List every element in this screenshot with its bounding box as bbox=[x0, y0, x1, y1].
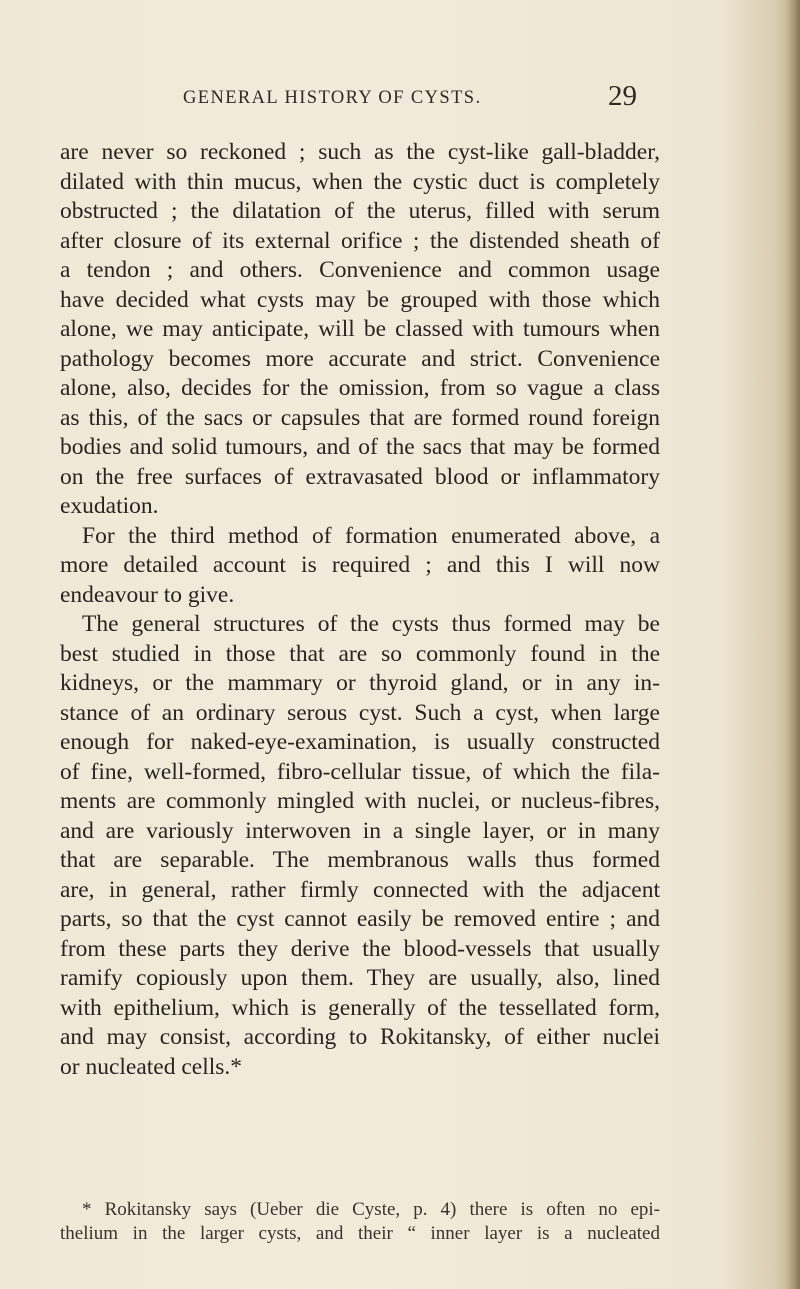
text-line: endeavour to give. bbox=[60, 581, 235, 608]
page-number: 29 bbox=[608, 80, 637, 112]
text-line: pathology becomes more accurate and strict. Convenience bbox=[60, 345, 660, 372]
text-line: a tendon ; and others. Convenience and common usage bbox=[60, 257, 660, 283]
text-line: after closure of its external orifice ; the distended sheath of bbox=[60, 227, 660, 254]
text-line: of fine, well-formed, fibro-cellular tissue, of which the fila- bbox=[60, 758, 660, 785]
footnote-line: thelium in the larger cysts, and their “ inner layer is a nucleated bbox=[60, 1223, 660, 1244]
paragraph-start-line: The general structures of the cysts thus formed may be bbox=[82, 611, 660, 637]
text-line: and are variously interwoven in a single layer, or in many bbox=[60, 817, 660, 844]
page-header bbox=[183, 80, 653, 120]
text-line: parts, so that the cyst cannot easily be removed entire ; and bbox=[60, 906, 660, 932]
text-line: that are separable. The membranous walls thus formed bbox=[60, 847, 660, 873]
text-line: are, in general, rather firmly connected with the adjacent bbox=[60, 876, 660, 903]
text-line: or nucleated cells.* bbox=[60, 1053, 243, 1080]
text-line: alone, we may anticipate, will be classed with tumours when bbox=[60, 316, 660, 342]
text-line: bodies and solid tumours, and of the sacs that may be formed bbox=[60, 434, 660, 460]
text-line: alone, also, decides for the omission, from so vague a class bbox=[60, 375, 660, 401]
text-line: are never so reckoned ; such as the cyst-like gall-bladder, bbox=[60, 139, 660, 165]
text-line: as this, of the sacs or capsules that are formed round foreign bbox=[60, 404, 660, 431]
text-line: best studied in those that are so commonly found in the bbox=[60, 640, 660, 667]
text-line: stance of an ordinary serous cyst. Such a cyst, when large bbox=[60, 699, 660, 726]
page-edge-shadow bbox=[786, 0, 800, 1289]
footnote bbox=[60, 1198, 660, 1246]
text-line: with epithelium, which is generally of the tessellated form, bbox=[60, 994, 660, 1021]
text-line: and may consist, according to Rokitansky, of either nuclei bbox=[60, 1024, 660, 1050]
text-line: have decided what cysts may be grouped with those which bbox=[60, 286, 660, 313]
body-text bbox=[60, 138, 660, 1082]
text-line: ramify copiously upon them. They are usually, also, lined bbox=[60, 965, 660, 991]
text-line: on the free surfaces of extravasated blood or inflammatory bbox=[60, 463, 660, 490]
text-line: dilated with thin mucus, when the cystic duct is completely bbox=[60, 168, 660, 195]
text-line: enough for naked-eye-examination, is usually constructed bbox=[60, 729, 660, 755]
text-line: obstructed ; the dilatation of the uterus, filled with serum bbox=[60, 198, 660, 224]
text-line: exudation. bbox=[60, 493, 159, 519]
text-line: ments are commonly mingled with nuclei, or nucleus-fibres, bbox=[60, 788, 660, 814]
paragraph-start-line: For the third method of formation enumerated above, a bbox=[82, 522, 660, 549]
text-line: more detailed account is required ; and this I will now bbox=[60, 552, 660, 578]
footnote-line: * Rokitansky says (Ueber die Cyste, p. 4) there is often no epi- bbox=[82, 1199, 660, 1220]
running-title: GENERAL HISTORY OF CYSTS. bbox=[183, 88, 482, 108]
text-line: kidneys, or the mammary or thyroid gland, or in any in- bbox=[60, 670, 660, 696]
text-line: from these parts they derive the blood-vessels that usually bbox=[60, 935, 660, 962]
